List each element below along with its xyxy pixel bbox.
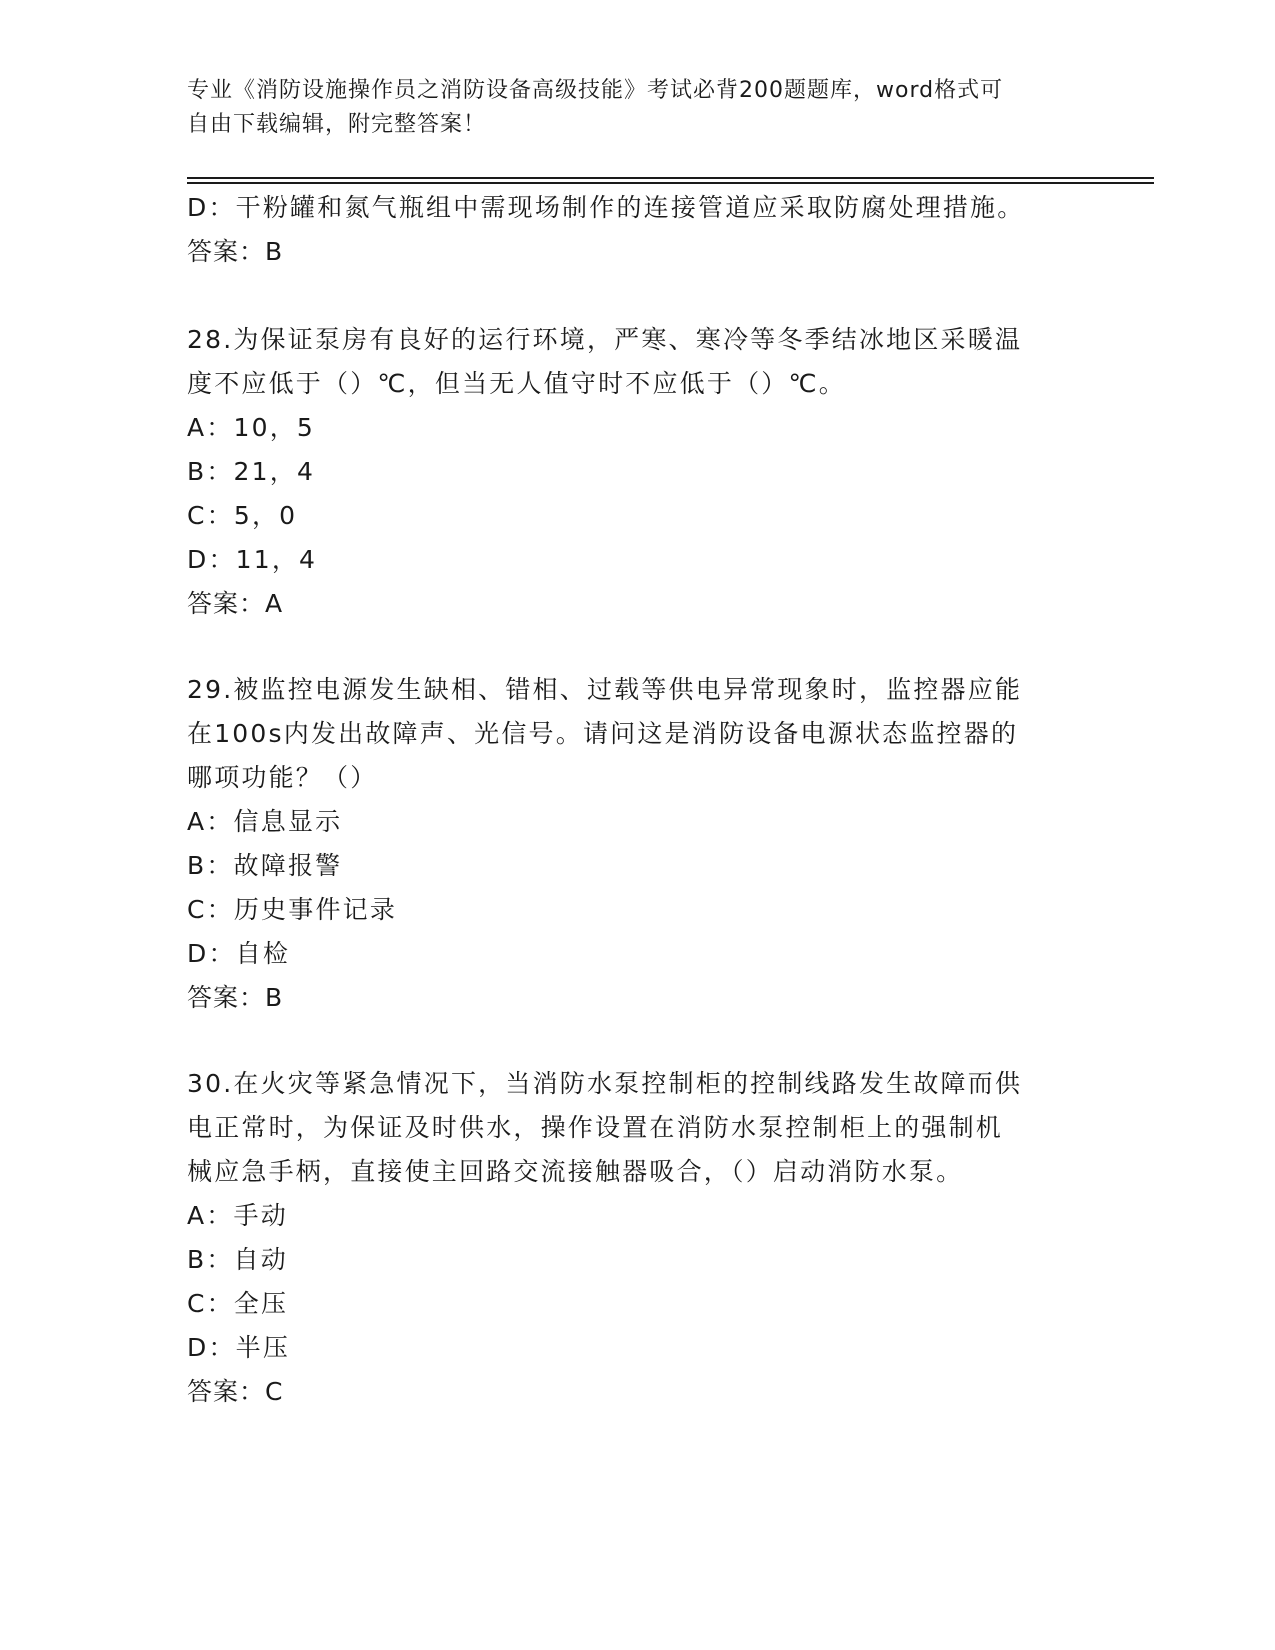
- q28-option-d: D：11，4: [187, 545, 318, 574]
- q28-option-a: A：10，5: [187, 413, 316, 442]
- prev-answer: 答案：B: [187, 237, 284, 266]
- q29-option-c: C：历史事件记录: [187, 895, 398, 924]
- header-line-1: 专业《消防设施操作员之消防设备高级技能》考试必背200题题库，word格式可: [187, 78, 1004, 103]
- q28-answer: 答案：A: [187, 589, 284, 618]
- q29-stem-line-3: 哪项功能？（）: [187, 763, 378, 792]
- q28-option-b: B：21，4: [187, 457, 316, 486]
- q29-option-d: D：自检: [187, 939, 291, 968]
- q30-option-b: B：自动: [187, 1245, 288, 1274]
- q29-stem-line-1: 29.被监控电源发生缺相、错相、过载等供电异常现象时，监控器应能: [187, 675, 1023, 704]
- q29-stem-line-2: 在100s内发出故障声、光信号。请问这是消防设备电源状态监控器的: [187, 719, 1019, 748]
- q30-answer: 答案：C: [187, 1377, 284, 1406]
- q30-stem-line-3: 械应急手柄，直接使主回路交流接触器吸合，（）启动消防水泵。: [187, 1157, 964, 1186]
- q30-stem-line-1: 30.在火灾等紧急情况下，当消防水泵控制柜的控制线路发生故障而供: [187, 1069, 1023, 1098]
- q30-stem-line-2: 电正常时，为保证及时供水，操作设置在消防水泵控制柜上的强制机: [187, 1113, 1004, 1142]
- document-header: [187, 74, 1087, 142]
- q30-option-d: D：半压: [187, 1333, 291, 1362]
- q28-option-c: C：5，0: [187, 501, 298, 530]
- q29-answer: 答案：B: [187, 983, 284, 1012]
- q28-stem-line-2: 度不应低于（）℃，但当无人值守时不应低于（）℃。: [187, 369, 846, 398]
- header-rule-bottom: [187, 182, 1154, 184]
- header-line-2: 自由下载编辑，附完整答案！: [187, 112, 487, 137]
- q28-stem-line-1: 28.为保证泵房有良好的运行环境，严寒、寒冷等冬季结冰地区采暖温: [187, 325, 1023, 354]
- header-rule-top: [187, 177, 1154, 179]
- q30-option-a: A：手动: [187, 1201, 288, 1230]
- q29-option-a: A：信息显示: [187, 807, 343, 836]
- prev-option-d: D：干粉罐和氮气瓶组中需现场制作的连接管道应采取防腐处理措施。: [187, 193, 1025, 222]
- q30-option-c: C：全压: [187, 1289, 289, 1318]
- q29-option-b: B：故障报警: [187, 851, 343, 880]
